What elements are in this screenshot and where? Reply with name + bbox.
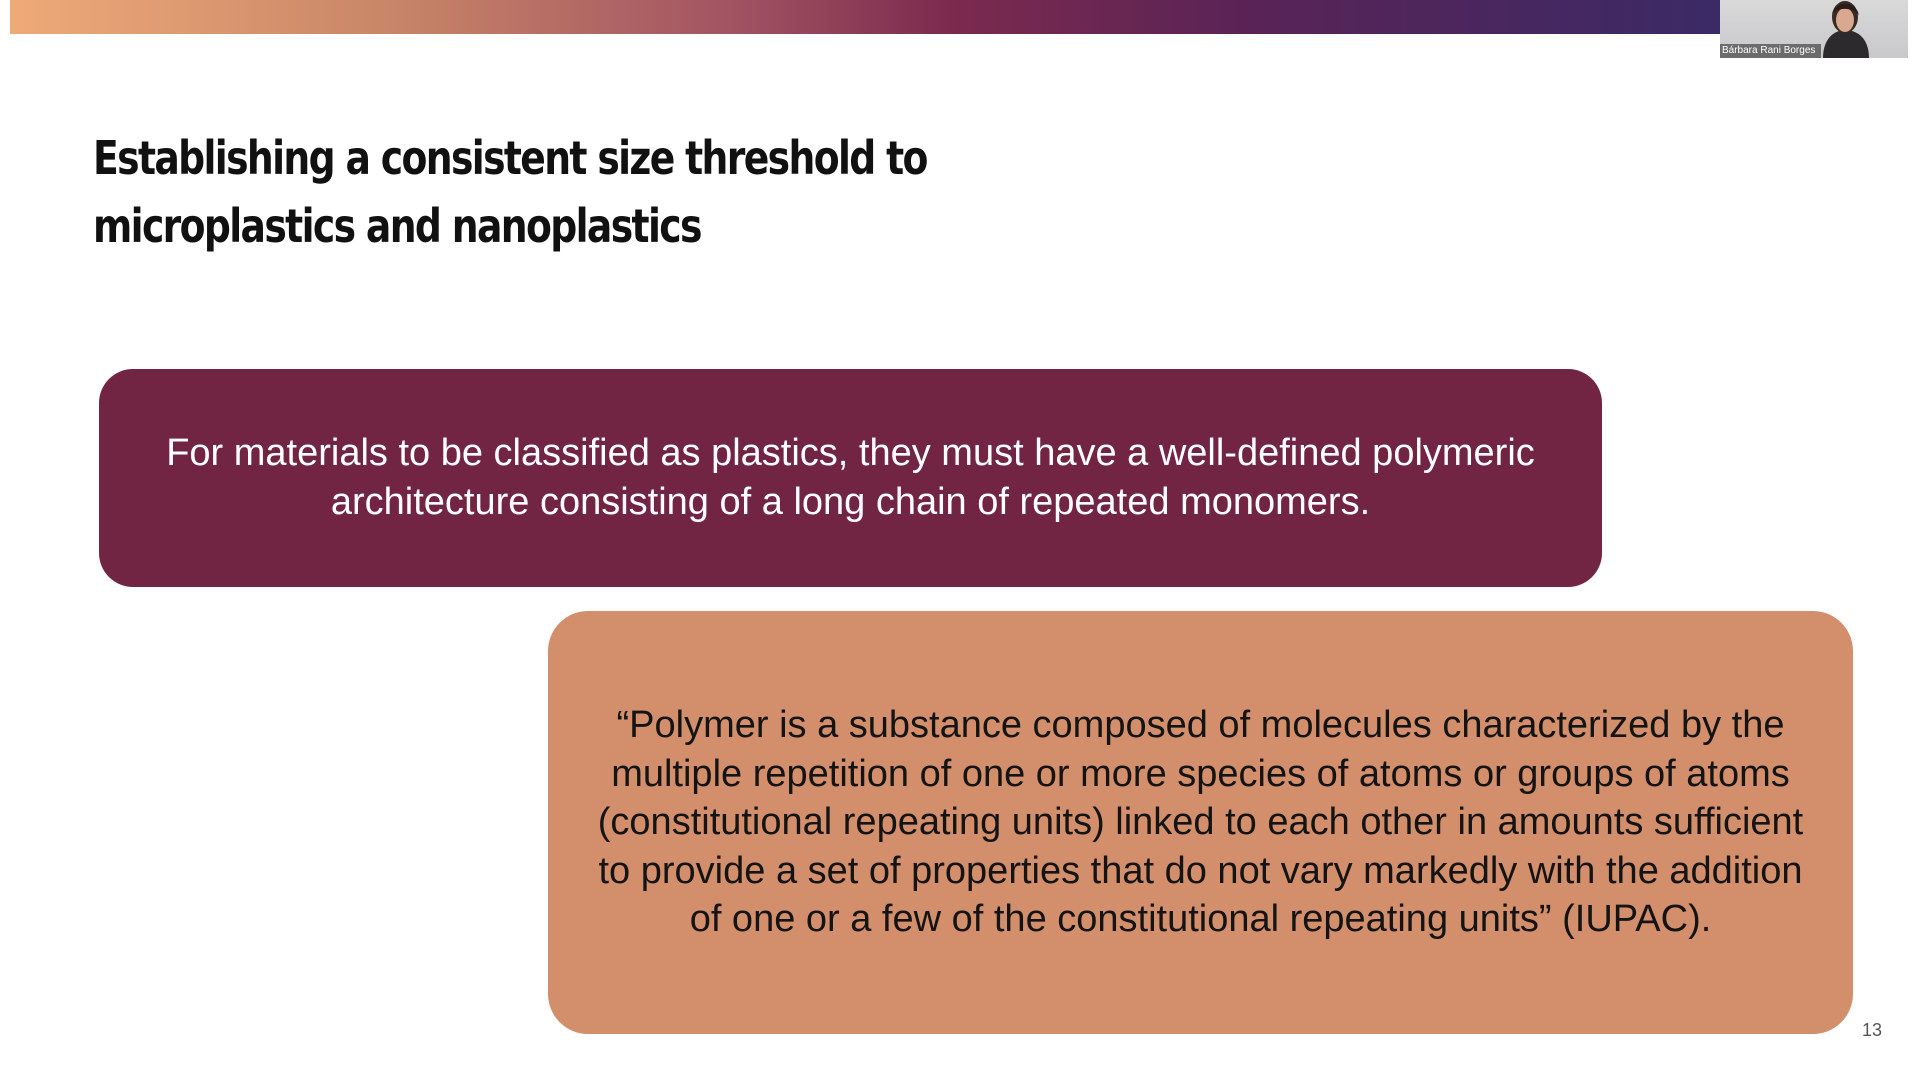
participant-video-tile[interactable] — [1720, 0, 1908, 58]
iupac-quote-text: “Polymer is a substance composed of molecules characterized by the multiple repetition of one or more species of atoms or groups of atoms (constitutional repeating units) linked to each other in amounts sufficient to provide a set of properties that do not vary markedly with the addition of one or a few of the constitutional repeating units” (IUPAC). — [597, 704, 1804, 941]
slide-title: Establishing a consistent size threshold to microplastics and nanoplastics — [93, 131, 927, 253]
statement-text: For materials to be classified as plastics, they must have a well-defined polymeric architecture consisting of a long chain of repeated monomers. — [166, 432, 1535, 523]
slide-page-number: 13 — [1862, 1020, 1883, 1040]
decorative-gradient-band — [10, 0, 1720, 34]
statement-box — [99, 369, 1602, 587]
iupac-quote-box — [548, 611, 1853, 1034]
participant-name-label: Bárbara Rani Borges — [1720, 44, 1821, 58]
